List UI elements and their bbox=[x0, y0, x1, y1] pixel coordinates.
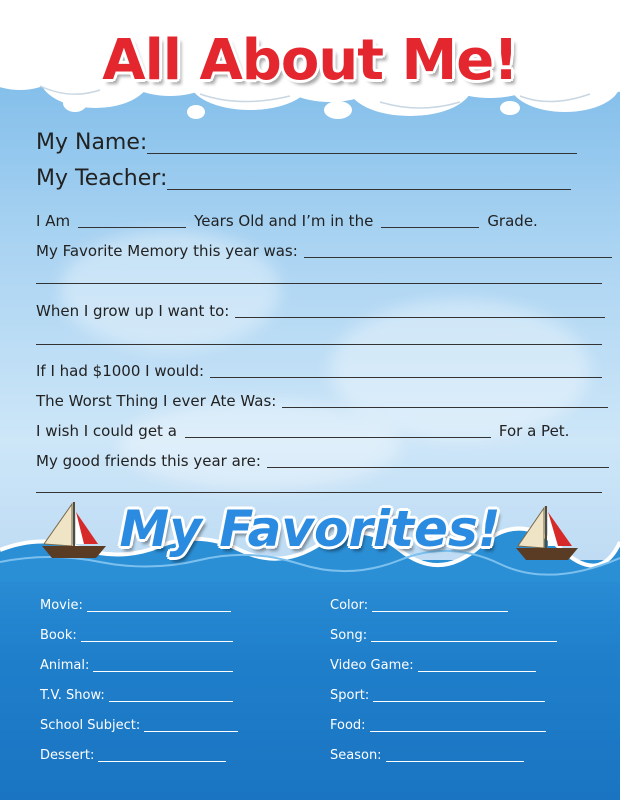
favorite-blank[interactable] bbox=[109, 701, 233, 702]
sky-texture bbox=[120, 400, 400, 490]
favorite-blank[interactable] bbox=[370, 731, 546, 732]
favorite-label: Color: bbox=[330, 598, 369, 613]
favorite-school-subject bbox=[40, 714, 238, 734]
worst-food-label: The Worst Thing I ever Ate Was: bbox=[36, 392, 277, 410]
favorites-title: My Favorites! bbox=[119, 500, 501, 558]
favorite-blank[interactable] bbox=[93, 671, 233, 672]
favorite-blank[interactable] bbox=[98, 761, 226, 762]
teacher-blank[interactable] bbox=[167, 189, 571, 190]
favorite-label: T.V. Show: bbox=[40, 688, 105, 703]
favorite-food bbox=[330, 714, 546, 734]
grade-label: Grade. bbox=[487, 212, 538, 230]
memory-blank[interactable] bbox=[304, 257, 612, 258]
favorite-label: Song: bbox=[330, 628, 368, 643]
favorite-label: Dessert: bbox=[40, 748, 95, 763]
favorite-label: Book: bbox=[40, 628, 77, 643]
favorite-video-game bbox=[330, 654, 536, 674]
age-prefix-label: I Am bbox=[36, 212, 71, 230]
favorite-animal bbox=[40, 654, 233, 674]
memory-row bbox=[36, 236, 612, 260]
favorite-label: School Subject: bbox=[40, 718, 141, 733]
pet-wish-label: I wish I could get a bbox=[36, 422, 177, 440]
favorite-book bbox=[40, 624, 233, 644]
memory-label: My Favorite Memory this year was: bbox=[36, 242, 298, 260]
friends-blank[interactable] bbox=[267, 467, 609, 468]
favorite-blank[interactable] bbox=[418, 671, 536, 672]
memory-blank-line-2[interactable] bbox=[36, 283, 602, 284]
name-blank[interactable] bbox=[147, 153, 577, 154]
money-row bbox=[36, 356, 602, 380]
page-title: All About Me! bbox=[102, 28, 518, 93]
favorite-season bbox=[330, 744, 524, 764]
grow-up-blank[interactable] bbox=[235, 317, 605, 318]
age-grade-row bbox=[36, 206, 538, 230]
favorite-blank[interactable] bbox=[371, 641, 557, 642]
worst-food-blank[interactable] bbox=[282, 407, 608, 408]
favorite-color bbox=[330, 594, 508, 614]
favorite-song bbox=[330, 624, 557, 644]
pet-wish-row bbox=[36, 416, 569, 440]
favorite-tv-show bbox=[40, 684, 233, 704]
name-row bbox=[36, 132, 577, 156]
worst-food-row bbox=[36, 386, 608, 410]
teacher-label: My Teacher: bbox=[36, 166, 168, 191]
favorite-label: Season: bbox=[330, 748, 382, 763]
friends-label: My good friends this year are: bbox=[36, 452, 261, 470]
age-middle-label: Years Old and I’m in the bbox=[194, 212, 374, 230]
name-label: My Name: bbox=[36, 130, 148, 155]
favorite-blank[interactable] bbox=[372, 611, 508, 612]
favorite-blank[interactable] bbox=[87, 611, 231, 612]
friends-blank-line-2[interactable] bbox=[36, 492, 602, 493]
favorite-blank[interactable] bbox=[386, 761, 524, 762]
favorite-blank[interactable] bbox=[373, 701, 545, 702]
money-label: If I had $1000 I would: bbox=[36, 362, 205, 380]
favorite-movie bbox=[40, 594, 231, 614]
grade-blank[interactable] bbox=[381, 227, 479, 228]
grow-up-blank-line-2[interactable] bbox=[36, 344, 602, 345]
favorite-label: Video Game: bbox=[330, 658, 414, 673]
favorite-label: Movie: bbox=[40, 598, 83, 613]
favorite-label: Food: bbox=[330, 718, 366, 733]
favorite-sport bbox=[330, 684, 545, 704]
money-blank[interactable] bbox=[210, 377, 602, 378]
pet-suffix-label: For a Pet. bbox=[498, 422, 570, 440]
favorite-label: Animal: bbox=[40, 658, 90, 673]
teacher-row bbox=[36, 168, 571, 192]
pet-blank[interactable] bbox=[185, 437, 491, 438]
grow-up-label: When I grow up I want to: bbox=[36, 302, 230, 320]
favorite-blank[interactable] bbox=[144, 731, 238, 732]
favorite-blank[interactable] bbox=[81, 641, 233, 642]
grow-up-row bbox=[36, 296, 605, 320]
favorite-dessert bbox=[40, 744, 226, 764]
favorite-label: Sport: bbox=[330, 688, 370, 703]
friends-row bbox=[36, 446, 609, 470]
age-blank[interactable] bbox=[78, 227, 186, 228]
